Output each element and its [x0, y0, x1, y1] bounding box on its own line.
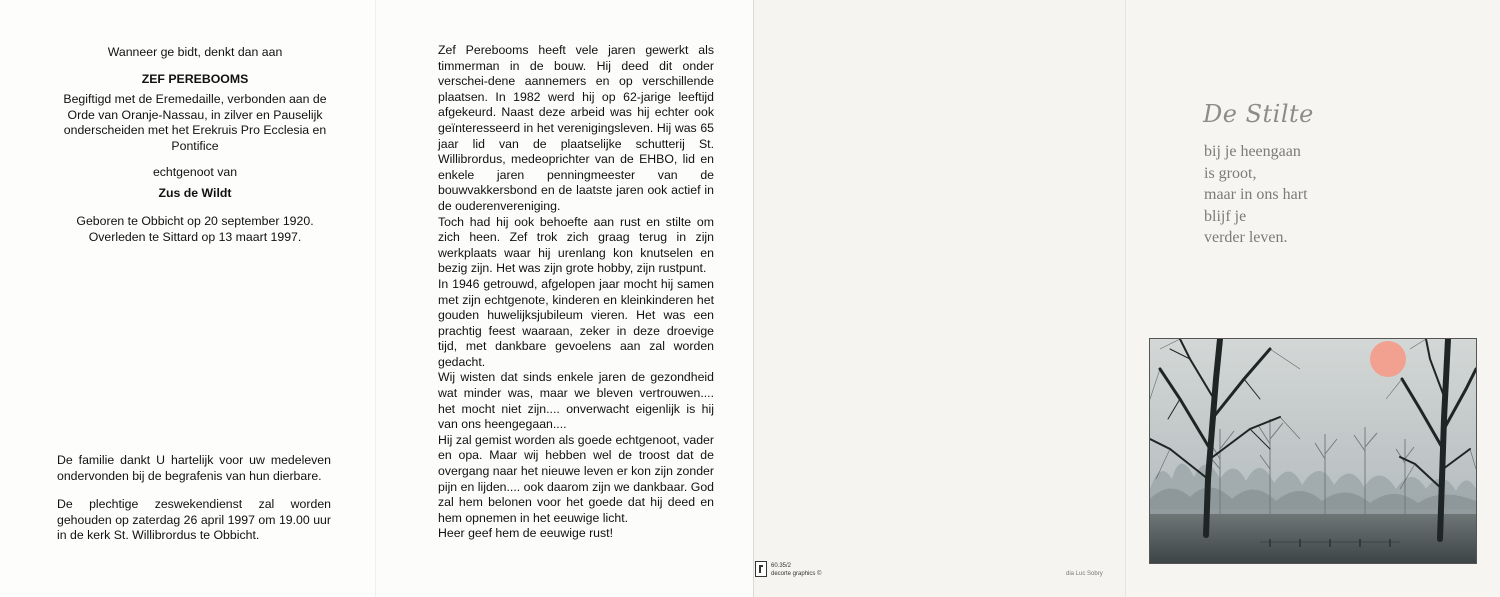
poem-line: is groot, [1204, 164, 1257, 182]
thanks-text: De familie dankt U hartelijk voor uw medeleven ondervonden bij de begrafenis van hun dierbare. [57, 453, 331, 483]
honours-line: Pontifice [171, 138, 219, 153]
honours-text [50, 92, 340, 154]
spouse-intro: echtgenoot van [152, 165, 238, 179]
poem-line: verder leven. [1204, 229, 1288, 246]
fold-line [375, 0, 376, 597]
misty-trees-illustration [1150, 339, 1476, 563]
product-code: 60.35/2 [771, 563, 792, 569]
deceased-name: ZEF PEREBOOMS [141, 72, 249, 86]
biography-paragraph: Zef Perebooms heeft vele jaren gewerkt als timmerman in de bouw. Hij deed dit onder verschei-dene aannemers en op verschillende plaatsen. In 1982 werd hij op 62-jarige leeftijd afgekeurd. Naast deze arbeid was hij echter ook geïnteresseerd in het verenigingsleven. Hij was 65 jaar lid van de plaatselijke schutterij St. Willibrordus, medeoprichter van de EHBO, lid en enkele jaren penningmeester van de bouwvakkersbond en de laatste jaren ook actief in de ouderenvereniging. [438, 43, 714, 213]
card-back-panel [753, 0, 1125, 597]
honours-line: Orde van Oranje-Nassau, in zilver en Pauselijk [67, 107, 323, 122]
biography-text [438, 43, 714, 542]
publisher-name: decorte graphics © [771, 571, 822, 577]
spouse-name: Zus de Wildt [158, 186, 232, 200]
poem-text [1204, 141, 1308, 249]
honours-line: Begiftigd met de Eremedaille, verbonden aan de [63, 92, 327, 106]
biography-paragraph: Hij zal gemist worden als goede echtgenoot, vader en opa. Maar wij hebben wel de troost dat de overgang naar het nieuwe leven er kon zijn zonder pijn en lijden.... ook daarom zijn we dankbaar. God zal hem belonen voor het goede dat hij deed en hem opnemen in het eeuwige licht. [438, 432, 714, 525]
sun-shape [1370, 341, 1406, 377]
birth-date-line: Geboren te Obbicht op 20 september 1920. [76, 214, 314, 228]
biography-paragraph: Wij wisten dat sinds enkele jaren de gezondheid wat minder was, maar we bleven vertrouwen.... het mocht niet zijn.... onverwacht eigenlijk is hij van ons heengegaan.... [438, 370, 714, 432]
poem-line: blijf je [1204, 207, 1247, 225]
biography-paragraph: Toch had hij ook behoefte aan rust en stilte om zich heen. Zef trok zich graag terug in zijn werkplaats waar hij urenlang kon knutselen en bezig zijn. Het was zijn grote hobby, zijn rustpunt. [438, 214, 714, 276]
publisher-logo-icon [755, 561, 767, 577]
fold-line [753, 0, 754, 597]
biography-paragraph: Heer geef hem de eeuwige rust! [438, 526, 613, 541]
poem-line: bij je heengaan [1204, 143, 1301, 160]
death-date-line: Overleden te Sittard op 13 maart 1997. [88, 230, 302, 244]
memorial-service-text: De plechtige zeswekendienst zal worden gehouden op zaterdag 26 april 1997 om 19.00 uur in de kerk St. Willibrordus te Obbicht. [57, 497, 331, 543]
honours-line: onderscheiden met het Erekruis Pro Ecclesia en [63, 123, 327, 138]
poem-line: maar in ons hart [1204, 186, 1308, 203]
photo-credit: dia Luc Sobry [1066, 571, 1103, 577]
biography-paragraph: In 1946 getrouwd, afgelopen jaar mocht hij samen met zijn echtgenote, kinderen en kleinkinderen het gouden huwelijksjubileum vieren. Het was een prachtig feest waaraan, zeker in deze droevige tijd, met dankbare gevoelens aan zal worden gedacht. [438, 276, 714, 369]
misty-trees-photo [1149, 338, 1477, 564]
fold-line [1125, 0, 1126, 597]
poem-title: De Stilte [1203, 100, 1314, 128]
prayer-intro: Wanneer ge bidt, denkt dan aan [107, 45, 283, 59]
